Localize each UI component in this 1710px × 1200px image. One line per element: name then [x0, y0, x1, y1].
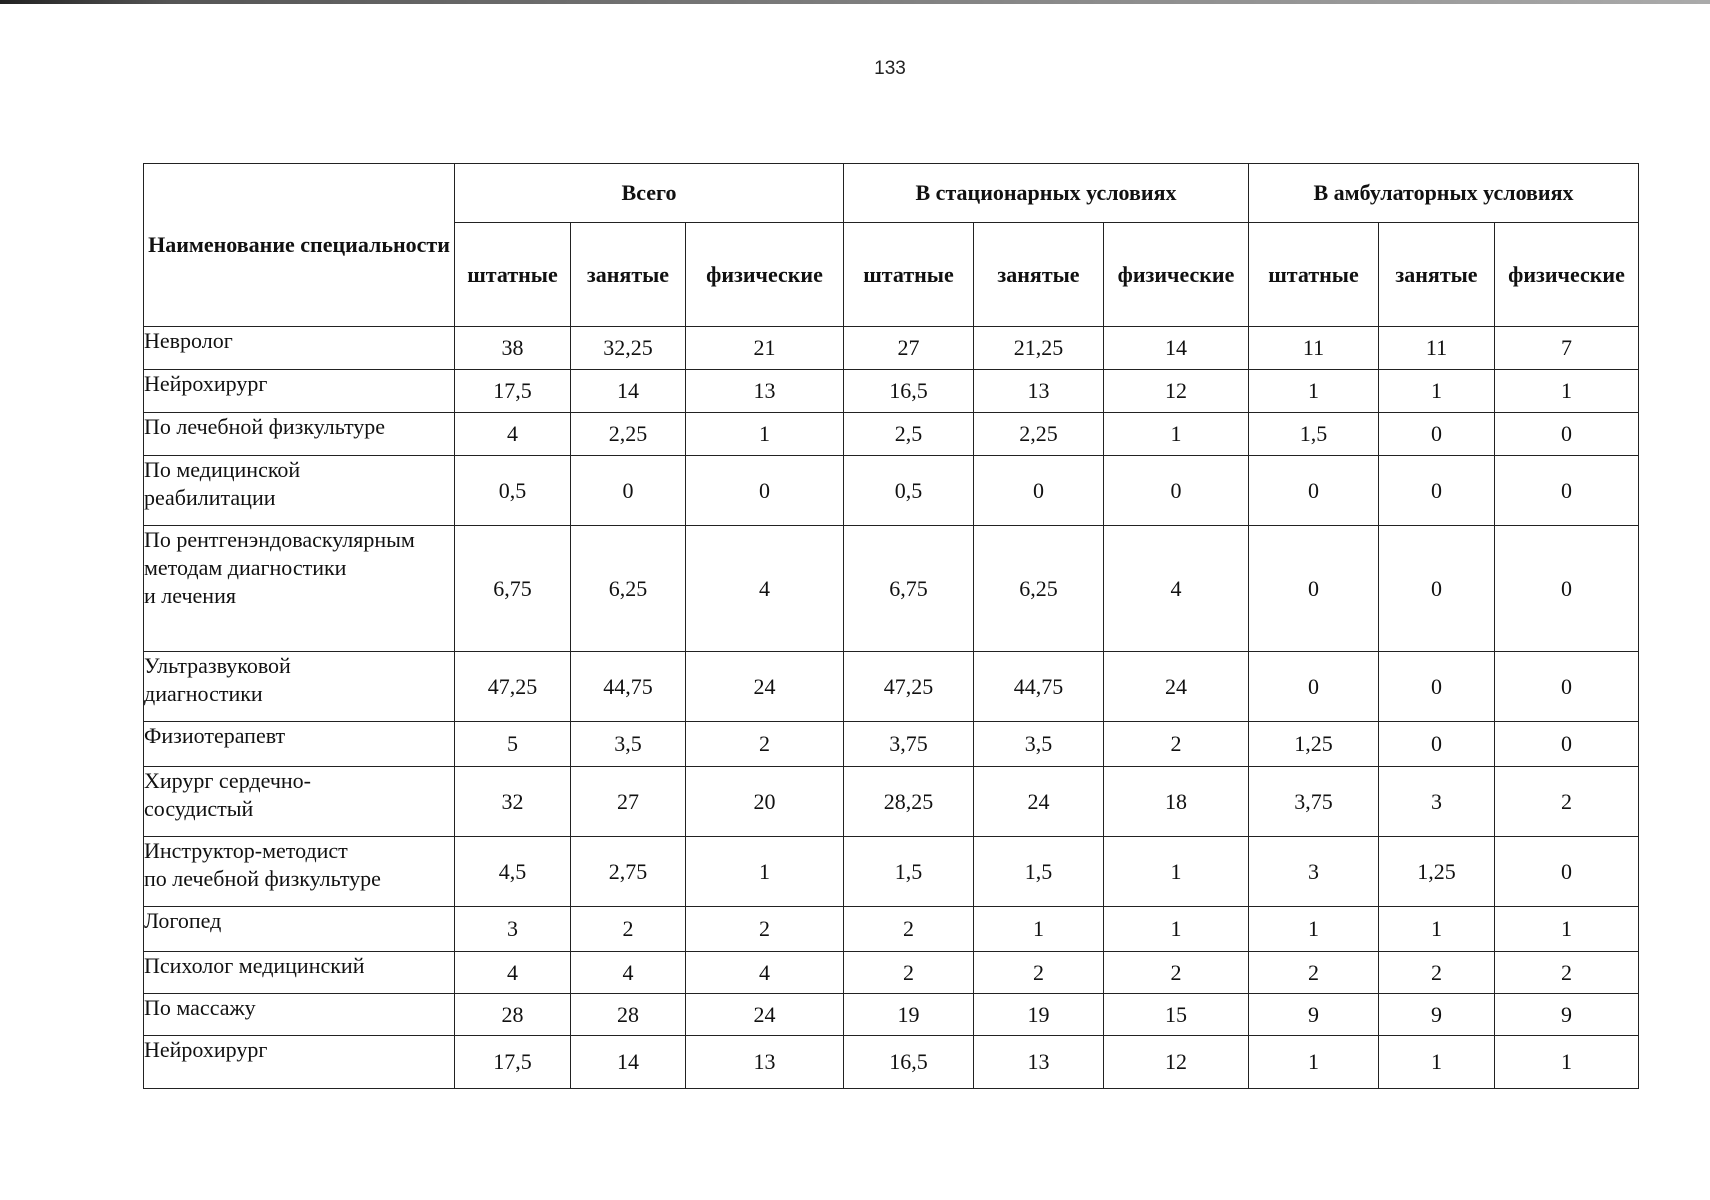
value-cell: 28,25	[844, 767, 974, 837]
value-cell: 11	[1249, 327, 1379, 370]
value-cell: 14	[571, 370, 686, 413]
value-cell: 1,5	[844, 837, 974, 907]
value-cell: 27	[844, 327, 974, 370]
value-cell: 12	[1104, 370, 1249, 413]
value-cell: 1	[1495, 1036, 1639, 1089]
value-cell: 9	[1495, 994, 1639, 1036]
value-cell: 2	[1379, 952, 1495, 994]
value-cell: 2,25	[974, 413, 1104, 456]
table-row	[144, 1036, 1639, 1089]
value-cell: 2	[1495, 952, 1639, 994]
specialty-name-cell: Хирург сердечно- сосудистый	[144, 767, 455, 837]
value-cell: 7	[1495, 327, 1639, 370]
value-cell: 2	[686, 722, 844, 767]
value-cell: 6,25	[974, 526, 1104, 652]
value-cell: 1,25	[1379, 837, 1495, 907]
value-cell: 0	[571, 456, 686, 526]
header-group-row	[144, 164, 1639, 223]
value-cell: 1	[1495, 370, 1639, 413]
value-cell: 3	[455, 907, 571, 952]
value-cell: 19	[844, 994, 974, 1036]
value-cell: 0,5	[455, 456, 571, 526]
value-cell: 17,5	[455, 1036, 571, 1089]
value-cell: 2	[1249, 952, 1379, 994]
subheader-cell: занятые	[571, 223, 686, 327]
value-cell: 2,5	[844, 413, 974, 456]
value-cell: 0	[1249, 456, 1379, 526]
value-cell: 1	[686, 413, 844, 456]
value-cell: 1	[1379, 907, 1495, 952]
staffing-table	[143, 163, 1639, 1089]
subheader-cell: штатные	[844, 223, 974, 327]
value-cell: 32,25	[571, 327, 686, 370]
table-row	[144, 952, 1639, 994]
value-cell: 2	[1104, 952, 1249, 994]
value-cell: 2,75	[571, 837, 686, 907]
value-cell: 3	[1379, 767, 1495, 837]
value-cell: 4	[571, 952, 686, 994]
value-cell: 2	[686, 907, 844, 952]
group-header-outpatient: В амбулаторных условиях	[1249, 164, 1639, 223]
value-cell: 4	[1104, 526, 1249, 652]
value-cell: 2,25	[571, 413, 686, 456]
specialty-name-cell: По медицинской реабилитации	[144, 456, 455, 526]
value-cell: 1	[1379, 1036, 1495, 1089]
value-cell: 24	[686, 994, 844, 1036]
value-cell: 0	[1379, 413, 1495, 456]
specialty-name-cell: По лечебной физкультуре	[144, 413, 455, 456]
value-cell: 0	[1379, 526, 1495, 652]
value-cell: 28	[571, 994, 686, 1036]
table-row	[144, 327, 1639, 370]
subheader-cell: физические	[1495, 223, 1639, 327]
value-cell: 2	[844, 952, 974, 994]
scan-edge	[0, 0, 1710, 4]
value-cell: 0	[1104, 456, 1249, 526]
specialty-name-cell: Физиотерапевт	[144, 722, 455, 767]
specialty-name-cell: Психолог медицинский	[144, 952, 455, 994]
value-cell: 1	[974, 907, 1104, 952]
value-cell: 3	[1249, 837, 1379, 907]
value-cell: 19	[974, 994, 1104, 1036]
table-row	[144, 837, 1639, 907]
value-cell: 44,75	[974, 652, 1104, 722]
value-cell: 24	[686, 652, 844, 722]
value-cell: 1	[686, 837, 844, 907]
value-cell: 13	[686, 1036, 844, 1089]
value-cell: 0	[1379, 722, 1495, 767]
value-cell: 4	[686, 526, 844, 652]
specialty-name-cell: По массажу	[144, 994, 455, 1036]
specialty-name-cell: Нейрохирург	[144, 370, 455, 413]
value-cell: 3,5	[571, 722, 686, 767]
value-cell: 24	[1104, 652, 1249, 722]
page-number: 133	[874, 58, 906, 79]
specialty-name-cell: Нейрохирург	[144, 1036, 455, 1089]
value-cell: 1	[1104, 907, 1249, 952]
value-cell: 1	[1495, 907, 1639, 952]
value-cell: 2	[1495, 767, 1639, 837]
value-cell: 1	[1249, 1036, 1379, 1089]
value-cell: 16,5	[844, 370, 974, 413]
table-body	[144, 327, 1639, 1089]
value-cell: 4	[455, 413, 571, 456]
table-row	[144, 994, 1639, 1036]
value-cell: 44,75	[571, 652, 686, 722]
value-cell: 47,25	[455, 652, 571, 722]
value-cell: 14	[1104, 327, 1249, 370]
table-row	[144, 722, 1639, 767]
table-row	[144, 767, 1639, 837]
group-header-total: Всего	[455, 164, 844, 223]
value-cell: 1	[1379, 370, 1495, 413]
value-cell: 0	[1495, 526, 1639, 652]
value-cell: 6,75	[844, 526, 974, 652]
value-cell: 4	[686, 952, 844, 994]
value-cell: 4,5	[455, 837, 571, 907]
specialty-header: Наименование специальности	[144, 164, 455, 327]
value-cell: 0	[1495, 456, 1639, 526]
value-cell: 27	[571, 767, 686, 837]
value-cell: 1,5	[1249, 413, 1379, 456]
table-row	[144, 907, 1639, 952]
value-cell: 6,25	[571, 526, 686, 652]
value-cell: 0	[1495, 652, 1639, 722]
value-cell: 0,5	[844, 456, 974, 526]
value-cell: 9	[1379, 994, 1495, 1036]
value-cell: 18	[1104, 767, 1249, 837]
value-cell: 21	[686, 327, 844, 370]
value-cell: 1	[1249, 370, 1379, 413]
value-cell: 2	[844, 907, 974, 952]
value-cell: 3,5	[974, 722, 1104, 767]
specialty-name-cell: По рентгенэндоваскулярным методам диагностики и лечения	[144, 526, 455, 652]
value-cell: 0	[1379, 456, 1495, 526]
value-cell: 20	[686, 767, 844, 837]
value-cell: 13	[974, 1036, 1104, 1089]
value-cell: 9	[1249, 994, 1379, 1036]
value-cell: 24	[974, 767, 1104, 837]
table-row	[144, 526, 1639, 652]
specialty-name-cell: Невролог	[144, 327, 455, 370]
value-cell: 32	[455, 767, 571, 837]
value-cell: 2	[571, 907, 686, 952]
table-row	[144, 370, 1639, 413]
value-cell: 13	[974, 370, 1104, 413]
group-header-inpatient: В стационарных условиях	[844, 164, 1249, 223]
value-cell: 1,25	[1249, 722, 1379, 767]
value-cell: 2	[974, 952, 1104, 994]
subheader-cell: занятые	[974, 223, 1104, 327]
table-row	[144, 456, 1639, 526]
value-cell: 28	[455, 994, 571, 1036]
value-cell: 0	[1495, 837, 1639, 907]
value-cell: 0	[1249, 652, 1379, 722]
value-cell: 4	[455, 952, 571, 994]
subheader-cell: физические	[686, 223, 844, 327]
value-cell: 1,5	[974, 837, 1104, 907]
value-cell: 38	[455, 327, 571, 370]
specialty-name-cell: Ультразвуковой диагностики	[144, 652, 455, 722]
subheader-cell: физические	[1104, 223, 1249, 327]
subheader-cell: штатные	[1249, 223, 1379, 327]
value-cell: 1	[1104, 837, 1249, 907]
value-cell: 3,75	[1249, 767, 1379, 837]
value-cell: 47,25	[844, 652, 974, 722]
value-cell: 12	[1104, 1036, 1249, 1089]
value-cell: 11	[1379, 327, 1495, 370]
value-cell: 0	[974, 456, 1104, 526]
specialty-name-cell: Логопед	[144, 907, 455, 952]
value-cell: 1	[1104, 413, 1249, 456]
value-cell: 14	[571, 1036, 686, 1089]
table-row	[144, 652, 1639, 722]
value-cell: 5	[455, 722, 571, 767]
value-cell: 15	[1104, 994, 1249, 1036]
specialty-name-cell: Инструктор-методист по лечебной физкультуре	[144, 837, 455, 907]
value-cell: 17,5	[455, 370, 571, 413]
value-cell: 0	[1495, 413, 1639, 456]
value-cell: 2	[1104, 722, 1249, 767]
value-cell: 0	[686, 456, 844, 526]
value-cell: 0	[1495, 722, 1639, 767]
value-cell: 16,5	[844, 1036, 974, 1089]
value-cell: 3,75	[844, 722, 974, 767]
subheader-cell: занятые	[1379, 223, 1495, 327]
value-cell: 13	[686, 370, 844, 413]
table-header	[144, 164, 1639, 327]
value-cell: 0	[1379, 652, 1495, 722]
value-cell: 21,25	[974, 327, 1104, 370]
table-row	[144, 413, 1639, 456]
value-cell: 0	[1249, 526, 1379, 652]
value-cell: 6,75	[455, 526, 571, 652]
subheader-cell: штатные	[455, 223, 571, 327]
value-cell: 1	[1249, 907, 1379, 952]
